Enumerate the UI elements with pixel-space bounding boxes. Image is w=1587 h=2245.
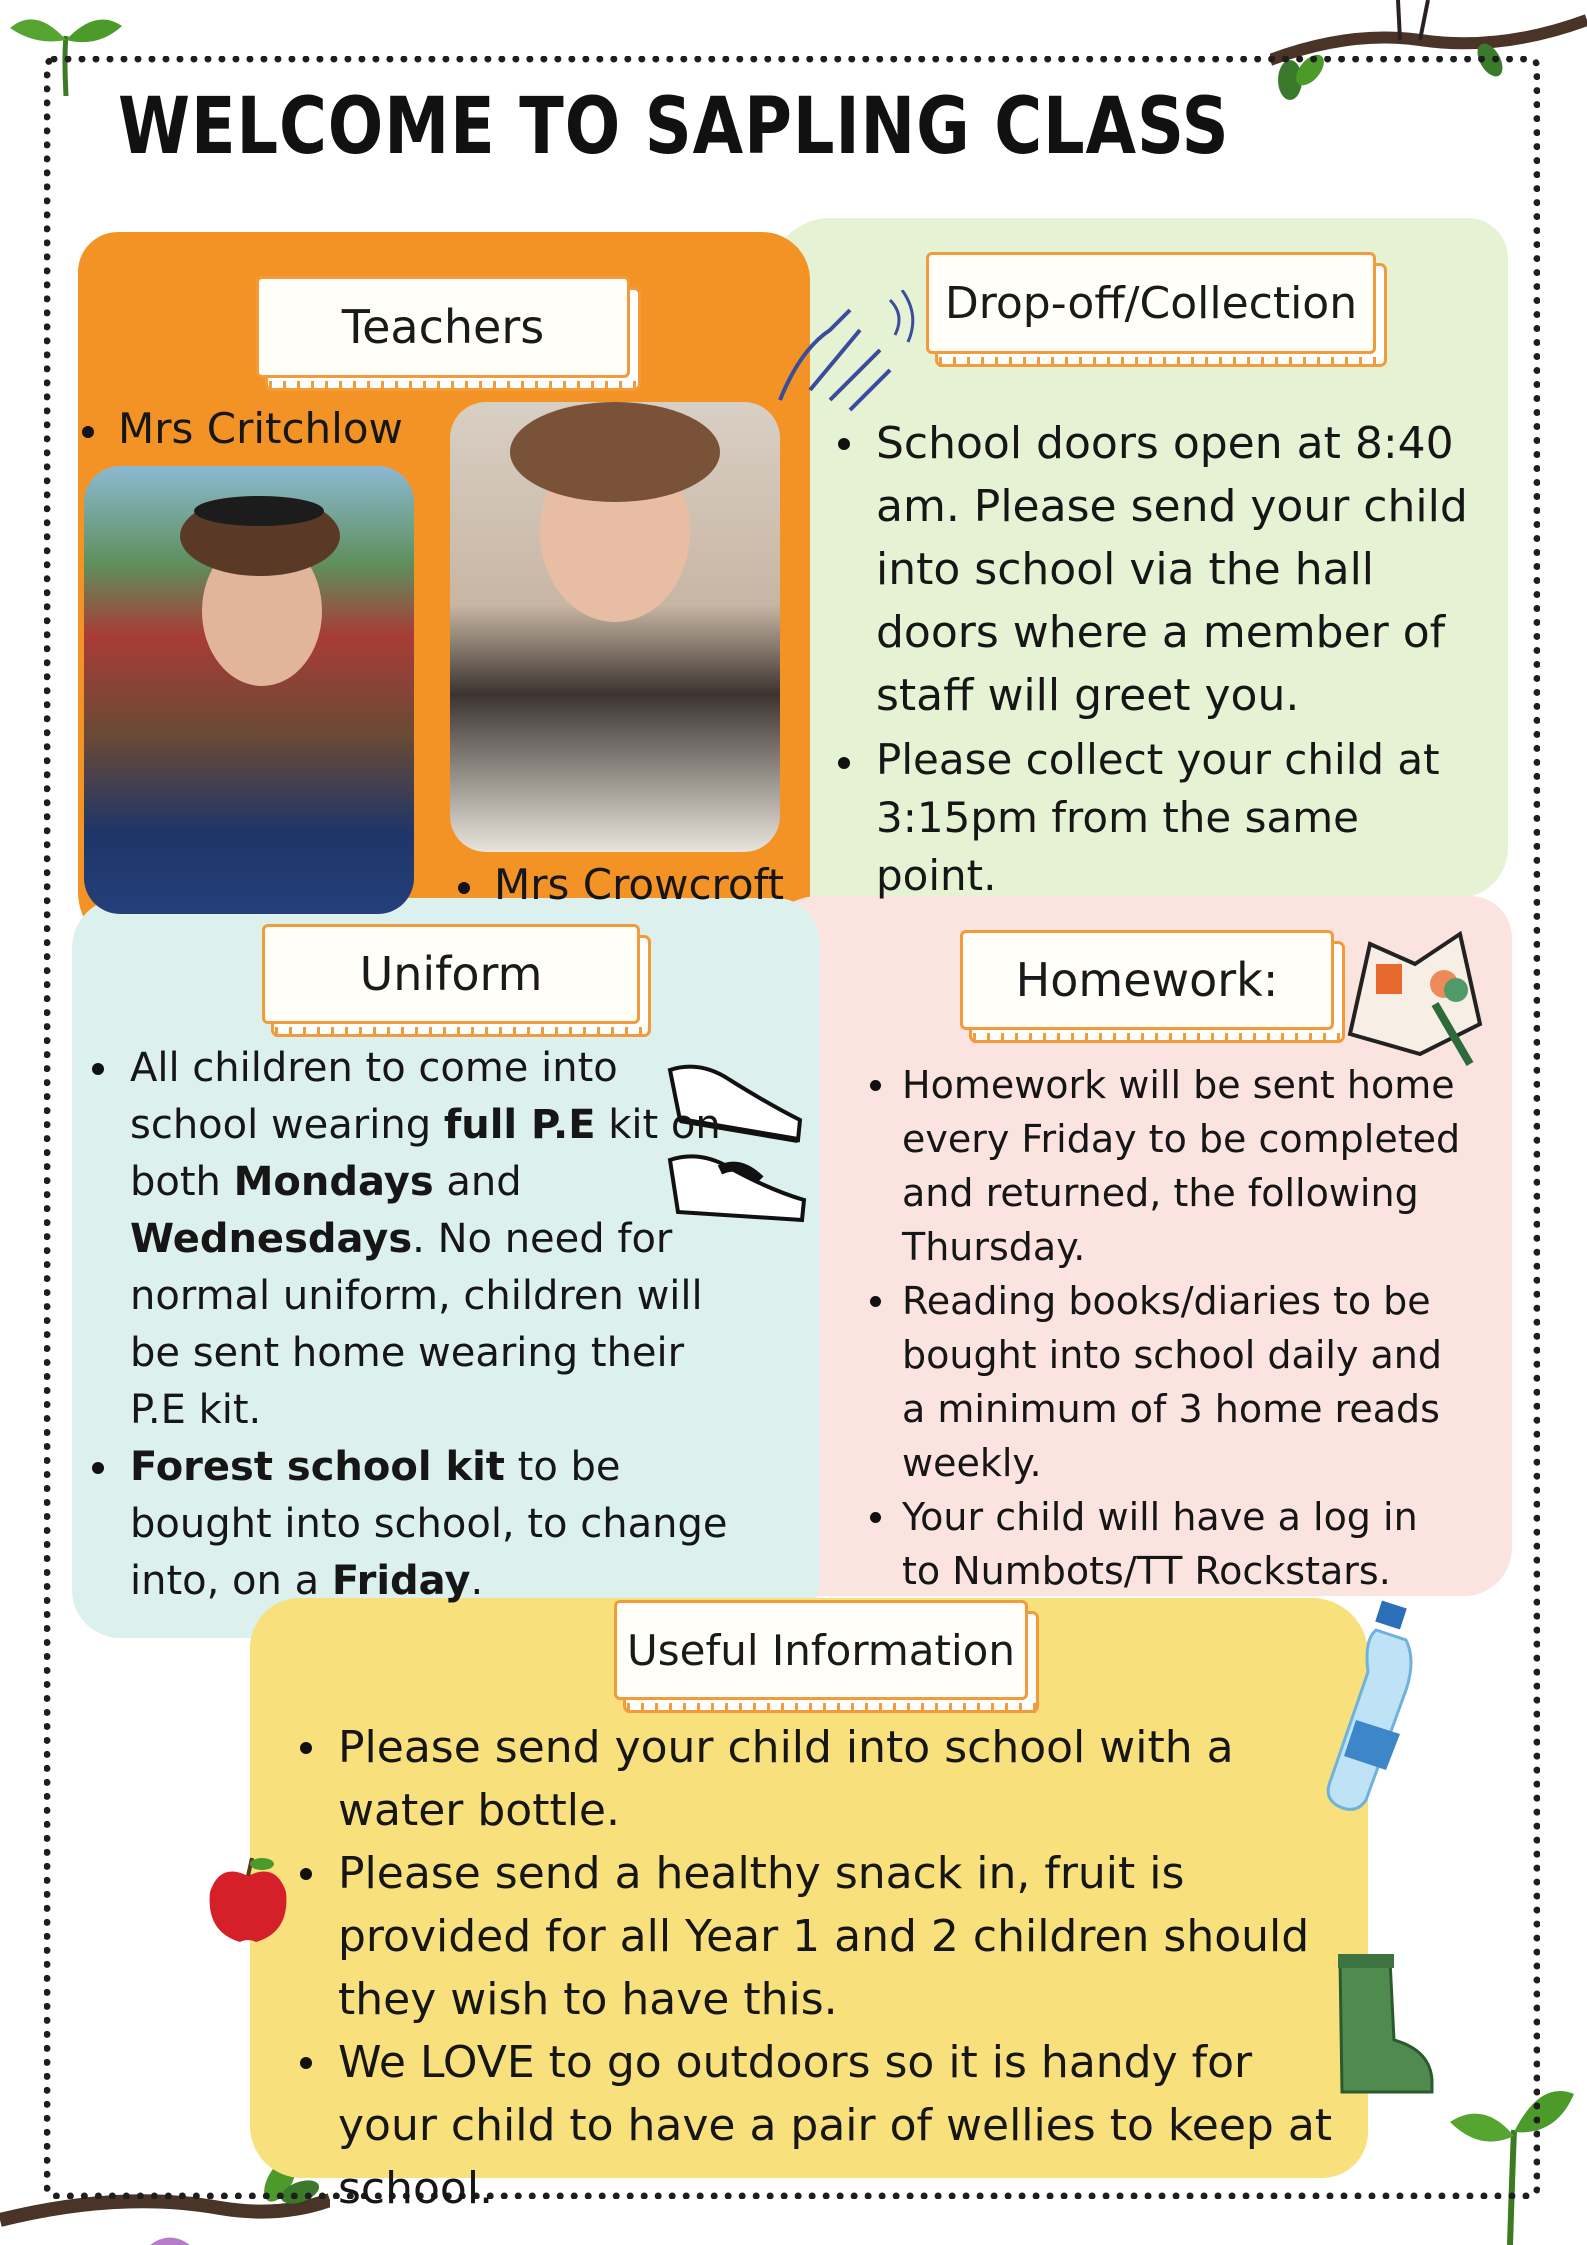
open-book-icon	[1340, 924, 1490, 1074]
homework-heading-text: Homework:	[1015, 953, 1279, 1007]
useful-info-heading-text: Useful Information	[626, 1625, 1015, 1675]
list-item	[84, 1439, 750, 1610]
teacher-photo-critchlow	[84, 466, 414, 914]
apple-icon	[200, 1852, 296, 1948]
heading-hatch	[973, 1033, 1343, 1043]
item-bold-text: Wednesdays	[130, 1216, 413, 1262]
uniform-list	[84, 1040, 728, 1610]
list-item: Your child will have a log in to Numbots/TT Rockstars.	[866, 1490, 1466, 1598]
list-item	[84, 1040, 730, 1439]
homework-heading	[960, 930, 1334, 1030]
homework-list	[866, 1058, 1466, 1598]
dropoff-heading-text: Drop-off/Collection	[944, 277, 1358, 329]
item-bold-text: Mondays	[233, 1159, 434, 1205]
item-bold-text: Forest school kit	[130, 1444, 505, 1490]
heading-hatch	[627, 1703, 1037, 1713]
list-item: We LOVE to go outdoors so it is handy for your child to have a pair of wellies to keep at school.	[292, 2031, 1348, 2220]
item-bold-text: full P.E	[443, 1102, 596, 1148]
item-text: .	[470, 1558, 484, 1604]
item-text: . No need for normal uniform, children will be sent home wearing their P.E kit.	[130, 1216, 703, 1433]
uniform-heading-text: Uniform	[359, 947, 543, 1001]
useful-info-list	[292, 1716, 1352, 2220]
sunglasses-shape	[194, 496, 324, 526]
dropoff-heading	[926, 252, 1376, 354]
uniform-heading	[262, 924, 640, 1024]
dropoff-list	[830, 412, 1470, 905]
item-bold-text: Friday	[331, 1558, 471, 1604]
list-item: Reading books/diaries to be bought into school daily and a minimum of 3 home reads weekly.	[866, 1274, 1466, 1490]
list-item: Please send a healthy snack in, fruit is provided for all Year 1 and 2 children should they wish to have this.	[292, 1842, 1378, 2031]
heading-hatch	[269, 381, 639, 391]
item-text: All children to come into school wearing	[130, 1045, 618, 1148]
waving-hand-icon	[770, 290, 920, 420]
teacher-name-crowcroft: Mrs Crowcroft	[494, 860, 785, 909]
list-item: Please collect your child at 3:15pm from the same point.	[830, 731, 1470, 905]
item-text: kit on both	[130, 1102, 721, 1205]
list-item: Please send your child into school with a water bottle.	[292, 1716, 1338, 1842]
item-text: to be bought into school, to change into, on a	[130, 1444, 728, 1604]
teachers-heading	[256, 276, 630, 378]
useful-info-heading	[614, 1600, 1028, 1700]
teachers-heading-text: Teachers	[341, 300, 545, 354]
heading-hatch	[939, 357, 1385, 367]
list-item: Homework will be sent home every Friday to be completed and returned, the following Thursday.	[866, 1058, 1466, 1274]
item-text: and	[433, 1159, 522, 1205]
hair-shape	[510, 402, 720, 502]
teacher-name-critchlow: Mrs Critchlow	[118, 404, 403, 453]
page-title: WELCOME TO SAPLING CLASS	[118, 82, 1230, 172]
heading-hatch	[275, 1027, 649, 1037]
list-item: School doors open at 8:40 am. Please send your child into school via the hall doors where a member of staff will greet you.	[830, 412, 1470, 727]
teacher-photo-crowcroft	[450, 402, 780, 852]
